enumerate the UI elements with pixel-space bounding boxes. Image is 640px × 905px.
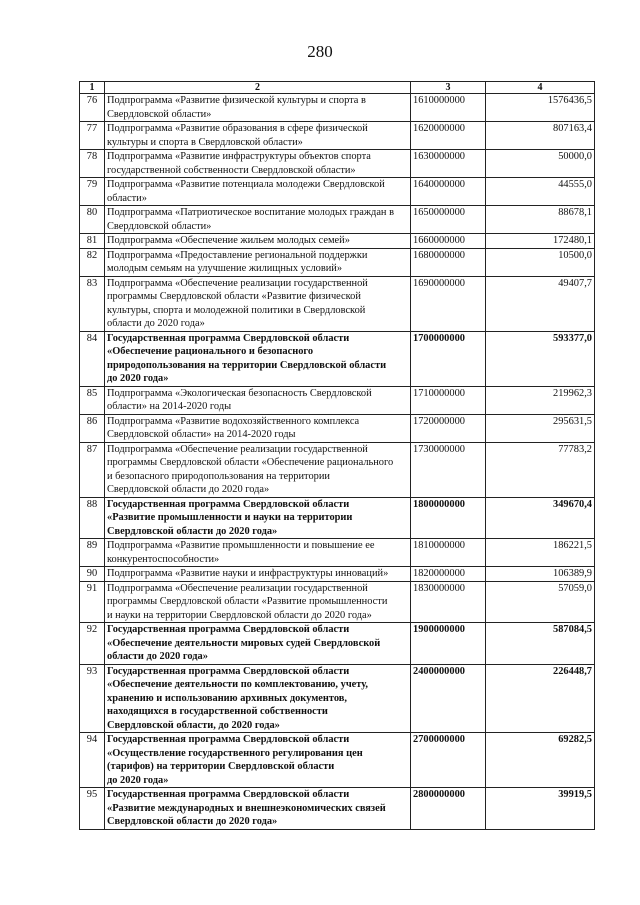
table-row	[80, 122, 595, 150]
program-code: 1660000000	[411, 234, 486, 249]
row-number: 76	[80, 94, 105, 122]
program-name-line: Подпрограмма «Предоставление региональной поддержки	[107, 249, 368, 261]
program-name	[105, 122, 411, 150]
row-number: 81	[80, 234, 105, 249]
row-number: 87	[80, 442, 105, 497]
program-code: 2400000000	[411, 664, 486, 733]
program-name-line: «Развитие международных и внешнеэкономических связей	[107, 802, 386, 814]
program-code: 1810000000	[411, 539, 486, 567]
program-name	[105, 442, 411, 497]
program-amount: 226448,7	[486, 664, 595, 733]
program-code: 1800000000	[411, 497, 486, 539]
header-row	[80, 82, 595, 94]
program-name-line: программы Свердловской области «Обеспечение рационального	[107, 457, 394, 468]
program-name-line: «Осуществление государственного регулирования цен	[107, 747, 363, 759]
program-name-line: Государственная программа Свердловской области	[107, 624, 350, 635]
program-name-line: Свердловской области»	[107, 108, 212, 120]
program-code: 2700000000	[411, 733, 486, 788]
program-amount: 69282,5	[486, 733, 595, 788]
program-name-line: Подпрограмма «Развитие водохозяйственного комплекса	[107, 415, 360, 427]
program-code: 1620000000	[411, 122, 486, 150]
program-name-line: «Обеспечение деятельности мировых судей Свердловской	[107, 637, 381, 649]
table-row	[80, 331, 595, 386]
program-code: 1630000000	[411, 150, 486, 178]
program-name-line: «Обеспечение рационального и безопасного	[107, 346, 314, 357]
program-name	[105, 539, 411, 567]
program-amount: 349670,4	[486, 497, 595, 539]
row-number: 89	[80, 539, 105, 567]
program-amount: 106389,9	[486, 567, 595, 582]
program-name-line: области до 2020 года»	[107, 651, 208, 662]
program-name-line: Подпрограмма «Развитие образования в сфере физической	[107, 123, 368, 134]
program-name	[105, 206, 411, 234]
table-row	[80, 414, 595, 442]
program-name-line: Государственная программа Свердловской области	[107, 498, 350, 510]
program-name-line: области до 2020 года»	[107, 318, 205, 329]
table-row	[80, 623, 595, 665]
program-name-line: Свердловской области до 2020 года»	[107, 816, 278, 827]
program-name-line: Подпрограмма «Экологическая безопасность Свердловской	[107, 387, 372, 399]
program-amount: 44555,0	[486, 178, 595, 206]
program-name-line: природопользования на территории Свердловской области	[107, 359, 387, 371]
row-number: 86	[80, 414, 105, 442]
row-number: 82	[80, 248, 105, 276]
program-code: 1830000000	[411, 581, 486, 623]
program-name	[105, 234, 411, 249]
program-code: 1610000000	[411, 94, 486, 122]
program-name-line: Подпрограмма «Развитие физической культуры и спорта в	[107, 95, 366, 106]
table-row	[80, 442, 595, 497]
program-name-line: области» на 2014-2020 годы	[107, 401, 232, 412]
program-name-line: культуры и спорта в Свердловской области»	[107, 136, 303, 148]
program-code: 1680000000	[411, 248, 486, 276]
program-code: 1650000000	[411, 206, 486, 234]
table-row	[80, 234, 595, 249]
program-name-line: Свердловской области»	[107, 220, 212, 232]
program-code: 1720000000	[411, 414, 486, 442]
program-name-line: области»	[107, 192, 147, 204]
table-row	[80, 788, 595, 830]
program-amount: 39919,5	[486, 788, 595, 830]
program-name-line: (тарифов) на территории Свердловской области	[107, 761, 335, 772]
program-name-line: и безопасного природопользования на территории	[107, 470, 330, 482]
table-row	[80, 386, 595, 414]
program-name	[105, 788, 411, 830]
program-name	[105, 414, 411, 442]
program-amount: 295631,5	[486, 414, 595, 442]
program-amount: 172480,1	[486, 234, 595, 249]
program-name-line: молодым семьям на улучшение жилищных условий»	[107, 263, 343, 274]
program-code: 1690000000	[411, 276, 486, 331]
row-number: 90	[80, 567, 105, 582]
program-name-line: Свердловской области, до 2020 года»	[107, 719, 280, 731]
program-name-line: и науки на территории Свердловской области до 2020 года»	[107, 609, 372, 621]
program-name-line: Подпрограмма «Обеспечение реализации государственной	[107, 277, 368, 289]
table-row	[80, 248, 595, 276]
table-row	[80, 497, 595, 539]
table-row	[80, 664, 595, 733]
row-number: 78	[80, 150, 105, 178]
program-amount: 807163,4	[486, 122, 595, 150]
row-number: 85	[80, 386, 105, 414]
program-name-line: государственной собственности Свердловской области»	[107, 164, 356, 176]
table-row	[80, 539, 595, 567]
program-name-line: Подпрограмма «Патриотическое воспитание молодых граждан в	[107, 207, 394, 218]
column-header-number: 1	[80, 82, 105, 94]
program-code: 1700000000	[411, 331, 486, 386]
table-body	[80, 94, 595, 830]
program-name-line: «Обеспечение деятельности по комплектованию, учету,	[107, 679, 369, 690]
program-name-line: «Развитие промышленности и науки на территории	[107, 512, 353, 523]
program-amount: 186221,5	[486, 539, 595, 567]
row-number: 83	[80, 276, 105, 331]
program-name	[105, 386, 411, 414]
program-code: 1820000000	[411, 567, 486, 582]
row-number: 80	[80, 206, 105, 234]
row-number: 91	[80, 581, 105, 623]
table-row	[80, 94, 595, 122]
row-number: 94	[80, 733, 105, 788]
program-name-line: Подпрограмма «Обеспечение жильем молодых семей»	[107, 235, 350, 246]
program-name-line: Подпрограмма «Развитие промышленности и повышение ее	[107, 540, 375, 551]
program-name-line: Государственная программа Свердловской области	[107, 665, 350, 677]
program-name-line: Подпрограмма «Развитие инфраструктуры объектов спорта	[107, 151, 371, 162]
program-code: 1730000000	[411, 442, 486, 497]
program-code: 2800000000	[411, 788, 486, 830]
program-name-line: находящихся в государственной собственности	[107, 706, 328, 717]
program-amount: 1576436,5	[486, 94, 595, 122]
program-name-line: до 2020 года»	[107, 373, 169, 384]
program-amount: 219962,3	[486, 386, 595, 414]
program-name-line: программы Свердловской области «Развитие физической	[107, 291, 361, 302]
row-number: 93	[80, 664, 105, 733]
program-name-line: Подпрограмма «Развитие науки и инфраструктуры инноваций»	[107, 568, 389, 579]
table-row	[80, 150, 595, 178]
table-row	[80, 178, 595, 206]
program-name-line: до 2020 года»	[107, 774, 169, 786]
program-name	[105, 94, 411, 122]
program-name-line: Подпрограмма «Обеспечение реализации государственной	[107, 443, 368, 455]
program-name	[105, 178, 411, 206]
program-name	[105, 567, 411, 582]
program-amount: 50000,0	[486, 150, 595, 178]
program-name	[105, 248, 411, 276]
program-code: 1710000000	[411, 386, 486, 414]
program-name-line: Государственная программа Свердловской области	[107, 789, 350, 800]
program-name-line: Государственная программа Свердловской области	[107, 332, 350, 344]
program-amount: 593377,0	[486, 331, 595, 386]
program-amount: 10500,0	[486, 248, 595, 276]
column-header-code: 3	[411, 82, 486, 94]
program-name	[105, 664, 411, 733]
program-name	[105, 150, 411, 178]
program-name-line: Государственная программа Свердловской области	[107, 734, 350, 745]
program-name-line: культуры, спорта и молодежной политики в Свердловской	[107, 304, 366, 316]
program-name-line: хранению и использованию архивных документов,	[107, 692, 347, 704]
row-number: 88	[80, 497, 105, 539]
program-name	[105, 497, 411, 539]
program-name-line: Свердловской области» на 2014-2020 годы	[107, 429, 296, 440]
program-code: 1900000000	[411, 623, 486, 665]
program-amount: 49407,7	[486, 276, 595, 331]
program-name-line: Подпрограмма «Развитие потенциала молодежи Свердловской	[107, 179, 385, 190]
program-name	[105, 623, 411, 665]
program-amount: 88678,1	[486, 206, 595, 234]
table-row	[80, 581, 595, 623]
program-name-line: Свердловской области до 2020 года»	[107, 525, 278, 537]
row-number: 77	[80, 122, 105, 150]
row-number: 79	[80, 178, 105, 206]
table-row	[80, 276, 595, 331]
budget-table	[79, 81, 595, 830]
program-name-line: Подпрограмма «Обеспечение реализации государственной	[107, 582, 368, 594]
table-row	[80, 206, 595, 234]
program-name	[105, 276, 411, 331]
program-name-line: конкурентоспособности»	[107, 553, 220, 565]
program-name-line: программы Свердловской области «Развитие промышленности	[107, 596, 388, 607]
table-row	[80, 733, 595, 788]
row-number: 84	[80, 331, 105, 386]
program-amount: 57059,0	[486, 581, 595, 623]
program-name-line: Свердловской области до 2020 года»	[107, 484, 270, 495]
program-name	[105, 733, 411, 788]
table-row	[80, 567, 595, 582]
row-number: 92	[80, 623, 105, 665]
program-name	[105, 581, 411, 623]
page-number: 280	[307, 42, 333, 61]
program-amount: 77783,2	[486, 442, 595, 497]
column-header-name: 2	[105, 82, 411, 94]
table-header	[80, 82, 595, 94]
program-amount: 587084,5	[486, 623, 595, 665]
column-header-amount: 4	[486, 82, 595, 94]
row-number: 95	[80, 788, 105, 830]
program-code: 1640000000	[411, 178, 486, 206]
program-name	[105, 331, 411, 386]
